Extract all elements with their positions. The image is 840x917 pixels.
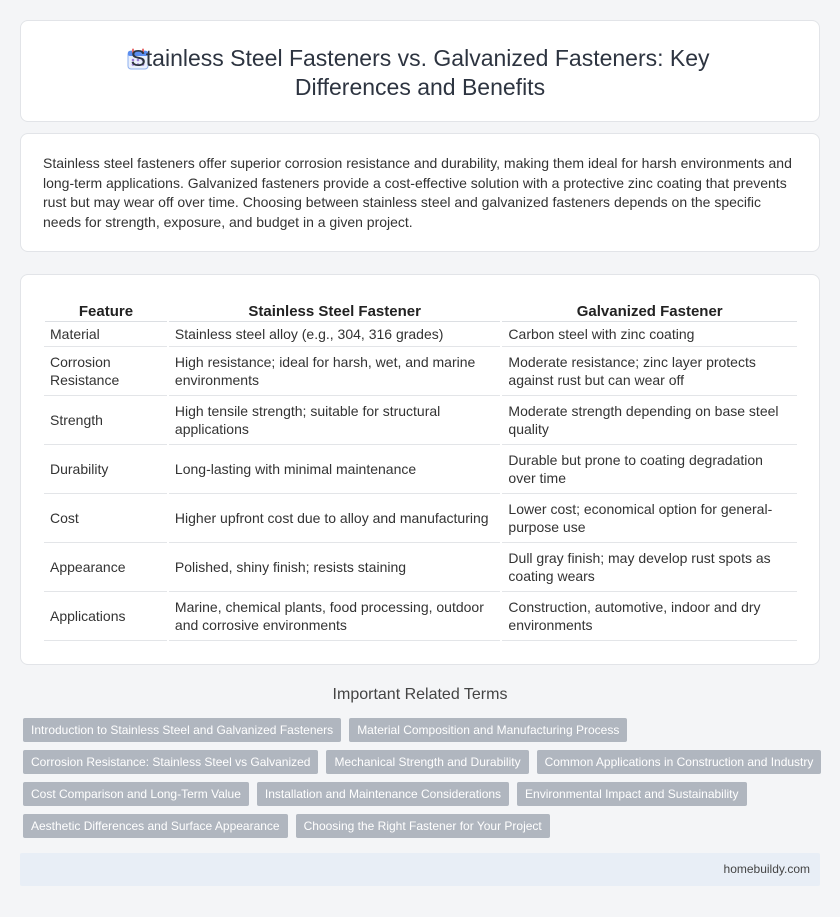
table-row xyxy=(44,346,797,395)
table-row xyxy=(44,321,797,346)
footer xyxy=(20,853,820,886)
comparison-card xyxy=(20,274,820,665)
feature-cell: Durability xyxy=(44,444,168,493)
galvanized-cell: Moderate resistance; zinc layer protects against rust but can wear off xyxy=(501,346,797,395)
galvanized-cell: Dull gray finish; may develop rust spots as coating wears xyxy=(501,542,797,591)
related-term-tag[interactable]: Cost Comparison and Long-Term Value xyxy=(23,782,249,806)
galvanized-cell: Construction, automotive, indoor and dry environments xyxy=(501,591,797,640)
stainless-cell: Long-lasting with minimal maintenance xyxy=(168,444,502,493)
related-term-tag[interactable]: Installation and Maintenance Considerations xyxy=(257,782,509,806)
stainless-cell: Higher upfront cost due to alloy and manufacturing xyxy=(168,493,502,542)
footer-site-link[interactable]: homebuildy.com xyxy=(723,862,810,876)
tag-row xyxy=(23,718,635,742)
stainless-cell: High resistance; ideal for harsh, wet, and marine environments xyxy=(168,346,502,395)
stainless-cell: High tensile strength; suitable for structural applications xyxy=(168,395,502,444)
feature-cell: Applications xyxy=(44,591,168,640)
related-term-tag[interactable]: Aesthetic Differences and Surface Appearance xyxy=(23,814,288,838)
related-terms-title: Important Related Terms xyxy=(332,686,508,703)
galvanized-cell: Lower cost; economical option for general-purpose use xyxy=(501,493,797,542)
intro-paragraph: Stainless steel fasteners offer superior corrosion resistance and durability, making them ideal for harsh environments and long-term applications. Galvanized fasteners provide a cost-effective solution with a protective zinc coating that prevents rust but may wear off over time. Choosing between stainless steel and galvanized fasteners depends on the specific needs for strength, exposure, and budget in a given project. xyxy=(43,155,792,230)
table-row xyxy=(44,493,797,542)
related-term-tag[interactable]: Common Applications in Construction and Industry xyxy=(537,750,822,774)
tag-row xyxy=(23,814,558,838)
title-card xyxy=(20,20,820,122)
related-term-tag[interactable]: Corrosion Resistance: Stainless Steel vs Galvanized xyxy=(23,750,318,774)
feature-cell: Cost xyxy=(44,493,168,542)
feature-cell: Material xyxy=(44,321,168,346)
galvanized-cell: Moderate strength depending on base steel quality xyxy=(501,395,797,444)
feature-cell: Corrosion Resistance xyxy=(44,346,168,395)
stainless-cell: Polished, shiny finish; resists staining xyxy=(168,542,502,591)
related-term-tag[interactable]: Choosing the Right Fastener for Your Project xyxy=(296,814,550,838)
header-stainless: Stainless Steel Fastener xyxy=(168,297,502,321)
table-row xyxy=(44,444,797,493)
tag-row xyxy=(23,750,829,774)
table-row xyxy=(44,542,797,591)
feature-cell: Appearance xyxy=(44,542,168,591)
table-row xyxy=(44,395,797,444)
stainless-cell: Stainless steel alloy (e.g., 304, 316 grades) xyxy=(168,321,502,346)
galvanized-cell: Carbon steel with zinc coating xyxy=(501,321,797,346)
related-term-tag[interactable]: Introduction to Stainless Steel and Galvanized Fasteners xyxy=(23,718,341,742)
header-galvanized: Galvanized Fastener xyxy=(501,297,797,321)
related-term-tag[interactable]: Environmental Impact and Sustainability xyxy=(517,782,746,806)
comparison-table xyxy=(43,297,797,641)
related-term-tag[interactable]: Material Composition and Manufacturing Process xyxy=(349,718,627,742)
tag-row xyxy=(23,782,755,806)
feature-cell: Strength xyxy=(44,395,168,444)
stainless-cell: Marine, chemical plants, food processing, outdoor and corrosive environments xyxy=(168,591,502,640)
galvanized-cell: Durable but prone to coating degradation over time xyxy=(501,444,797,493)
intro-card xyxy=(20,133,820,252)
page-title: Stainless Steel Fasteners vs. Galvanized Fasteners: Key Differences and Benefits xyxy=(130,45,710,100)
header-feature: Feature xyxy=(44,297,168,321)
table-header-row xyxy=(44,297,797,321)
table-row xyxy=(44,591,797,640)
related-term-tag[interactable]: Mechanical Strength and Durability xyxy=(326,750,528,774)
